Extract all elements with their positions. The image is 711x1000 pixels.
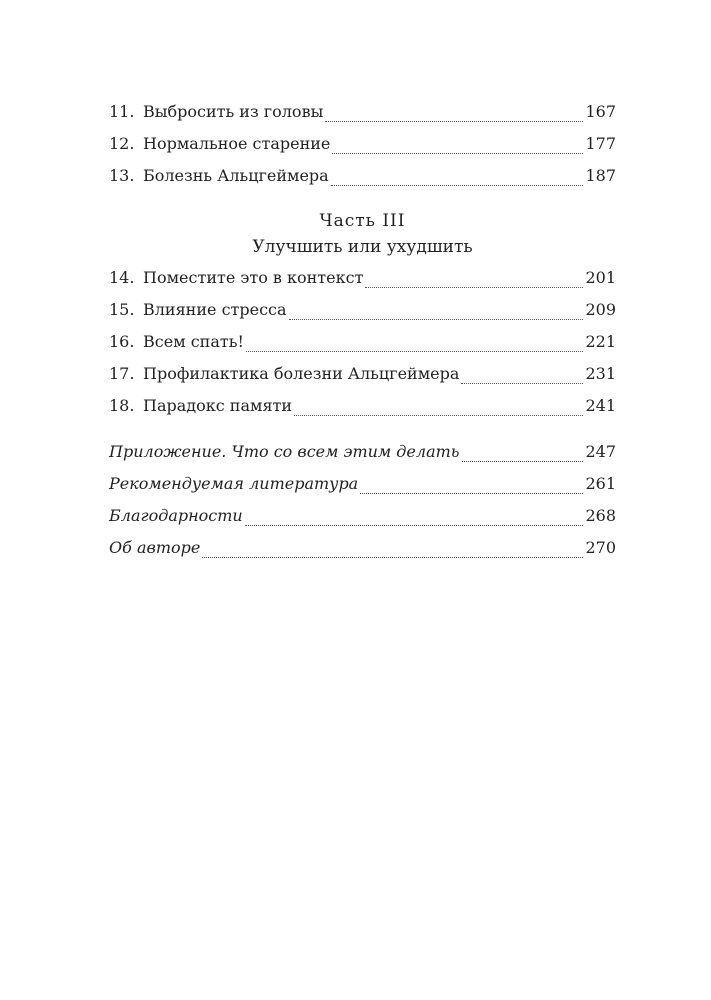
chapter-title: Профилактика болезни Альцгеймера: [143, 364, 460, 383]
dot-leader: [325, 120, 583, 122]
page-number: 201: [585, 268, 616, 287]
chapter-number: 17.: [109, 364, 135, 383]
page-number: 247: [585, 442, 616, 461]
entry-title: Об авторе: [109, 538, 201, 557]
toc-entry-chapter-11: [109, 102, 616, 134]
page-number: 209: [585, 300, 616, 319]
entry-title: Благодарности: [109, 506, 243, 525]
dot-leader: [294, 414, 583, 416]
chapter-number: 18.: [109, 396, 135, 415]
toc-entry-chapter-13: [109, 166, 616, 198]
part-number: Часть III: [319, 211, 406, 231]
dot-leader: [246, 350, 584, 352]
chapter-number: 11.: [109, 102, 135, 121]
dot-leader: [365, 286, 583, 288]
toc-entry-chapter-17: [109, 364, 616, 396]
chapter-number: 12.: [109, 134, 135, 153]
toc-entry-acknowledgements: [109, 506, 616, 538]
dot-leader: [289, 318, 584, 320]
chapter-number: 14.: [109, 268, 135, 287]
dot-leader: [202, 556, 583, 558]
part-heading: [109, 208, 616, 260]
toc-entry-appendix: [109, 442, 616, 474]
chapter-number: 15.: [109, 300, 135, 319]
toc-entry-chapter-16: [109, 332, 616, 364]
page-number: 177: [585, 134, 616, 153]
chapter-title: Всем спать!: [143, 332, 244, 351]
dot-leader: [462, 460, 584, 462]
entry-title: Рекомендуемая литература: [109, 474, 359, 493]
page-number: 270: [585, 538, 616, 557]
toc-entry-chapter-18: [109, 396, 616, 428]
dot-leader: [245, 524, 584, 526]
page-number: 231: [585, 364, 616, 383]
chapter-title: Поместите это в контекст: [143, 268, 364, 287]
chapter-number: 16.: [109, 332, 135, 351]
chapter-title: Болезнь Альцгеймера: [143, 166, 329, 185]
dot-leader: [360, 492, 583, 494]
toc-entry-chapter-15: [109, 300, 616, 332]
chapter-title: Парадокс памяти: [143, 396, 293, 415]
page-number: 241: [585, 396, 616, 415]
toc-entry-about-author: [109, 538, 616, 570]
dot-leader: [332, 152, 583, 154]
entry-title: Приложение. Что со всем этим делать: [109, 442, 460, 461]
toc-entry-chapter-12: [109, 134, 616, 166]
page-number: 187: [585, 166, 616, 185]
toc-entry-chapter-14: [109, 268, 616, 300]
chapter-number: 13.: [109, 166, 135, 185]
chapter-title: Влияние стресса: [143, 300, 287, 319]
page-number: 268: [585, 506, 616, 525]
page-number: 221: [585, 332, 616, 351]
part-title: Улучшить или ухудшить: [252, 237, 473, 257]
dot-leader: [461, 382, 583, 384]
toc-entry-recommended-reading: [109, 474, 616, 506]
chapter-title: Нормальное старение: [143, 134, 331, 153]
section-gap: [109, 428, 616, 442]
chapter-title: Выбросить из головы: [143, 102, 324, 121]
page-number: 167: [585, 102, 616, 121]
page-number: 261: [585, 474, 616, 493]
table-of-contents: [109, 102, 616, 570]
dot-leader: [331, 184, 584, 186]
